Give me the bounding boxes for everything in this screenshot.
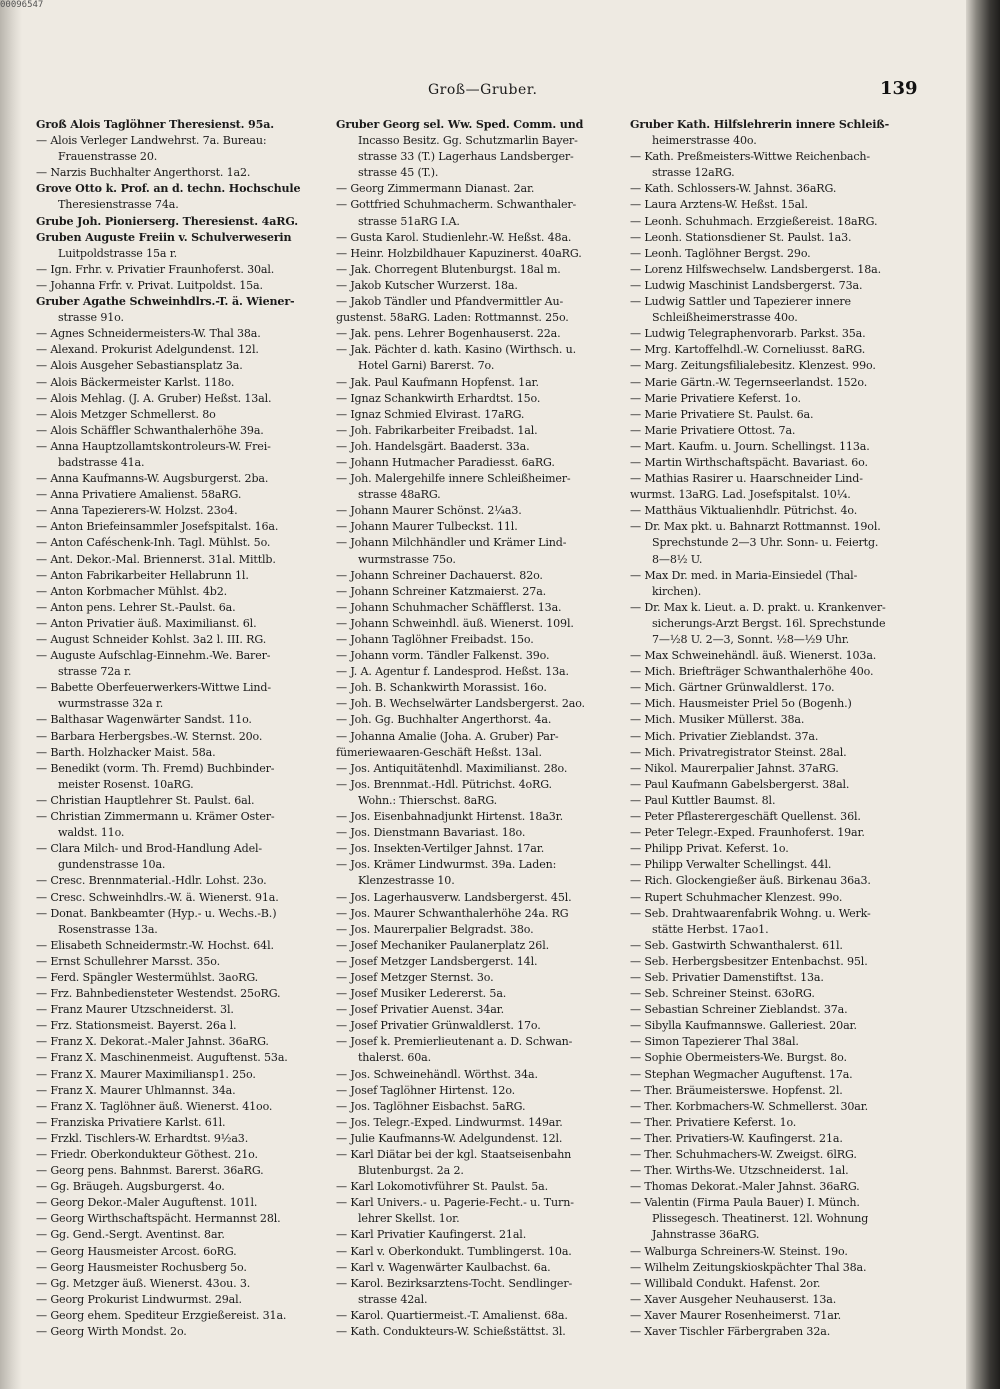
directory-entry: — Narzis Buchhalter Angerthorst. 1a2. (36, 166, 251, 180)
surname-entry: Gruber Georg sel. Ww. Sped. Comm. und (336, 118, 584, 131)
directory-entry: — Ther. Bräumeisterswe. Hopfenst. 2l. (630, 1083, 843, 1097)
directory-entry: — Johann Hutmacher Paradiesst. 6aRG. (336, 455, 555, 469)
directory-entry: — August Schneider Kohlst. 3a2 l. III. RG. (36, 633, 267, 646)
directory-entry: — Georg Zimmermann Dianast. 2ar. (336, 182, 535, 196)
entry-continuation: Sprechstunde 2—3 Uhr. Sonn- u. Feiertg. (652, 536, 879, 550)
directory-entry: — Laura Arztens-W. Heßst. 15al. (630, 198, 808, 212)
directory-entry: — Mrg. Kartoffelhdl.-W. Corneliusst. 8aRG. (630, 343, 866, 357)
directory-entry: — Georg Prokurist Lindwurmst. 29al. (36, 1292, 242, 1306)
directory-entry: — Ther. Korbmachers-W. Schmellerst. 30ar. (630, 1099, 869, 1113)
directory-entry: — Sebastian Schreiner Zieblandst. 37a. (630, 1003, 848, 1017)
directory-entry: — Johanna Amalie (Joha. A. Gruber) Par- (336, 729, 559, 743)
directory-entry: — Jakob Tändler und Pfandvermittler Au- (336, 295, 564, 309)
directory-entry: — Jak. Chorregent Blutenburgst. 18al m. (336, 262, 561, 276)
directory-entry: — Frzkl. Tischlers-W. Erhardtst. 9½a3. (36, 1131, 249, 1145)
directory-entry: — Elisabeth Schneidermstr.-W. Hochst. 64l. (36, 938, 274, 952)
directory-entry: — Ignaz Schankwirth Erhardtst. 15o. (336, 391, 541, 405)
directory-entry: — Gg. Bräugeh. Augsburgerst. 4o. (36, 1180, 225, 1194)
entry-continuation: Frauenstrasse 20. (58, 150, 158, 164)
directory-entry: — Seb. Gastwirth Schwanthalerst. 61l. (630, 938, 843, 952)
directory-entry: — Jos. Taglöhner Eisbachst. 5aRG. (336, 1099, 526, 1113)
directory-entry: — Gusta Karol. Studienlehr.-W. Heßst. 48a. (336, 230, 572, 244)
directory-entry: — Johann Schreiner Dachauerst. 82o. (336, 568, 543, 582)
entry-continuation: wurmstrasse 75o. (358, 552, 456, 566)
directory-entry: — Paul Kuttler Baumst. 8l. (630, 793, 776, 807)
directory-entry: — Ferd. Spängler Westermühlst. 3aoRG. (36, 970, 259, 984)
directory-entry: — Johann vorm. Tändler Falkenst. 39o. (336, 649, 550, 663)
directory-entry: — Xaver Ausgeher Neuhauserst. 13a. (630, 1292, 837, 1306)
directory-entry: — Jakob Kutscher Wurzerst. 18a. (336, 278, 518, 292)
directory-entry: — Kath. Schlossers-W. Jahnst. 36aRG. (630, 182, 837, 196)
directory-entry: — Matthäus Viktualienhdlr. Pütrichst. 4o. (630, 504, 858, 518)
directory-entry: — Mich. Hausmeister Priel 5o (Bogenh.) (630, 697, 852, 711)
directory-entry: — Anton Caféschenk-Inh. Tagl. Mühlst. 5o. (36, 536, 271, 550)
directory-entry: — Ludwig Telegraphenvorarb. Parkst. 35a. (630, 327, 866, 341)
directory-entry: — Seb. Herbergsbesitzer Entenbachst. 95l. (630, 954, 868, 968)
scan-stamp: 00096547 (0, 0, 44, 10)
directory-entry: — Walburga Schreiners-W. Steinst. 19o. (630, 1244, 848, 1258)
directory-entry: — Franz X. Maurer Uhlmannst. 34a. (36, 1083, 236, 1097)
directory-entry: — Marie Privatiere Ottost. 7a. (630, 423, 796, 437)
directory-entry: — Mich. Gärtner Grünwaldlerst. 17o. (630, 681, 835, 695)
directory-entry: — Ther. Wirths-We. Utzschneiderst. 1al. (630, 1164, 849, 1178)
entry-continuation: Klenzestrasse 10. (358, 874, 455, 888)
directory-entry: — Franz X. Maschinenmeist. Auguftenst. 53a. (36, 1051, 288, 1065)
directory-entry: wurmst. 13aRG. Lad. Josefspitalst. 10¼. (630, 488, 851, 502)
directory-entry: — Babette Oberfeuerwerkers-Wittwe Lind- (36, 681, 271, 695)
column-1 (36, 117, 334, 1340)
directory-entry: — Jos. Eisenbahnadjunkt Hirtenst. 18a3r. (336, 810, 563, 824)
directory-entry: — Heinr. Holzbildhauer Kapuzinerst. 40aRG. (336, 246, 582, 260)
directory-entry: — Karol. Bezirksarztens-Tocht. Sendlinger- (336, 1276, 573, 1290)
directory-entry: — Johann Taglöhner Freibadst. 15o. (336, 633, 534, 646)
directory-entry: — Christian Hauptlehrer St. Paulst. 6al. (36, 793, 255, 807)
directory-entry: — Anton Korbmacher Mühlst. 4b2. (36, 584, 228, 598)
directory-entry: — Frz. Stationsmeist. Bayerst. 26a l. (36, 1019, 237, 1033)
directory-entry: — J. A. Agentur f. Landesprod. Heßst. 13a. (336, 665, 569, 679)
entry-continuation: heimerstrasse 40o. (652, 134, 757, 148)
directory-entry: — Leonh. Taglöhner Bergst. 29o. (630, 246, 811, 260)
directory-entry: — Alois Schäffler Schwanthalerhöhe 39a. (36, 423, 264, 437)
directory-entry: — Kath. Condukteurs-W. Schießstättst. 3l. (336, 1325, 566, 1339)
entry-continuation: kirchen). (652, 584, 702, 598)
directory-entry: — Barth. Holzhacker Maist. 58a. (36, 745, 216, 759)
directory-entry: — Lorenz Hilfswechselw. Landsbergerst. 18a. (630, 262, 881, 276)
directory-entry: — Gg. Gend.-Sergt. Aventinst. 8ar. (36, 1228, 225, 1242)
directory-entry: — Martin Wirthschaftspächt. Bavariast. 6o. (630, 455, 868, 469)
page-number: 139 (880, 78, 918, 99)
directory-entry: — Christian Zimmermann u. Krämer Oster- (36, 810, 275, 824)
entry-continuation: Wohn.: Thierschst. 8aRG. (358, 793, 498, 807)
directory-entry: — Julie Kaufmanns-W. Adelgundenst. 12l. (336, 1131, 563, 1145)
directory-entry: — Rich. Glockengießer äuß. Birkenau 36a3. (630, 874, 871, 888)
directory-entry: — Karl v. Oberkondukt. Tumblingerst. 10a. (336, 1244, 572, 1258)
directory-entry: — Josef k. Premierlieutenant a. D. Schwan- (336, 1035, 573, 1049)
directory-entry: — Georg Hausmeister Arcost. 6oRG. (36, 1244, 237, 1258)
directory-entry: — Seb. Drahtwaarenfabrik Wohng. u. Werk- (630, 906, 871, 920)
directory-entry: — Georg Wirthschaftspächt. Hermannst 28l. (36, 1212, 281, 1226)
entry-continuation: Theresienstrasse 74a. (58, 198, 179, 212)
directory-entry: — Leonh. Stationsdiener St. Paulst. 1a3. (630, 230, 852, 244)
entry-continuation: Incasso Besitz. Gg. Schutzmarlin Bayer- (358, 134, 578, 148)
directory-entry: — Rupert Schuhmacher Klenzest. 99o. (630, 890, 843, 904)
directory-entry: — Joh. Fabrikarbeiter Freibadst. 1al. (336, 423, 538, 437)
directory-entry: — Ther. Schuhmachers-W. Zweigst. 6lRG. (630, 1148, 857, 1161)
directory-entry: — Anna Tapezierers-W. Holzst. 23o4. (36, 504, 238, 518)
directory-entry: — Alois Verleger Landwehrst. 7a. Bureau: (36, 134, 267, 148)
directory-entry: — Kath. Preßmeisters-Wittwe Reichenbach- (630, 150, 871, 164)
directory-entry: — Anna Privatiere Amalienst. 58aRG. (36, 488, 242, 502)
directory-entry: — Jak. Pächter d. kath. Kasino (Wirthsch. u. (336, 343, 577, 357)
entry-continuation: strasse 72a r. (58, 665, 132, 679)
entry-continuation: waldst. 11o. (58, 826, 125, 840)
directory-entry: — Jos. Krämer Lindwurmst. 39a. Laden: (336, 858, 557, 872)
directory-entry: — Ludwig Maschinist Landsbergerst. 73a. (630, 278, 863, 292)
directory-entry: — Jos. Brennmat.-Hdl. Pütrichst. 4oRG. (336, 777, 552, 791)
directory-entry: — Karol. Quartiermeist.-T. Amalienst. 68a. (336, 1308, 568, 1322)
directory-entry: — Anton Fabrikarbeiter Hellabrunn 1l. (36, 568, 249, 582)
directory-entry: — Clara Milch- und Brod-Handlung Adel- (36, 842, 262, 856)
directory-entry: — Valentin (Firma Paula Bauer) I. Münch. (630, 1196, 860, 1210)
directory-entry: — Karl Univers.- u. Pagerie-Fecht.- u. Turn- (336, 1196, 574, 1210)
directory-entry: — Paul Kaufmann Gabelsbergerst. 38al. (630, 777, 850, 791)
surname-entry: Groß Alois Taglöhner Theresienst. 95a. (36, 118, 274, 131)
entry-continuation: Schleißheimerstrasse 40o. (652, 311, 798, 325)
directory-entry: — Mathias Rasirer u. Haarschneider Lind- (630, 472, 863, 486)
entry-continuation: gundenstrasse 10a. (58, 858, 166, 872)
directory-entry: fümeriewaaren-Geschäft Heßst. 13al. (336, 745, 542, 759)
directory-entry: — Jos. Antiquitätenhdl. Maximilianst. 28o. (336, 761, 568, 775)
directory-entry: — Alois Ausgeher Sebastiansplatz 3a. (36, 359, 243, 373)
entry-continuation: 8—8½ U. (652, 552, 703, 566)
directory-entry: — Thomas Dekorat.-Maler Jahnst. 36aRG. (630, 1180, 860, 1194)
directory-entry: — Georg pens. Bahnmst. Barerst. 36aRG. (36, 1164, 264, 1178)
directory-entry: — Marie Gärtn.-W. Tegernseerlandst. 152o. (630, 375, 868, 389)
surname-entry: Gruber Kath. Hilfslehrerin innere Schleiß- (630, 118, 890, 131)
directory-entry: — Georg ehem. Spediteur Erzgießereist. 31a. (36, 1308, 287, 1322)
directory-entry: — Jos. Dienstmann Bavariast. 18o. (336, 826, 526, 840)
directory-entry: — Leonh. Schuhmach. Erzgießereist. 18aRG. (630, 214, 878, 228)
directory-entry: — Anton pens. Lehrer St.-Paulst. 6a. (36, 600, 236, 614)
directory-entry: — Joh. Gg. Buchhalter Angerthorst. 4a. (336, 713, 552, 727)
directory-entry: — Josef Metzger Landsbergerst. 14l. (336, 954, 538, 968)
directory-entry: — Philipp Privat. Keferst. 1o. (630, 842, 789, 856)
entry-continuation: Rosenstrasse 13a. (58, 922, 158, 936)
directory-entry: — Josef Metzger Sternst. 3o. (336, 970, 494, 984)
directory-entry: — Franziska Privatiere Karlst. 61l. (36, 1115, 226, 1129)
directory-entry: — Gottfried Schuhmacherm. Schwanthaler- (336, 198, 577, 212)
entry-continuation: sicherungs-Arzt Bergst. 16l. Sprechstunde (652, 616, 886, 630)
directory-entry: — Alois Bäckermeister Karlst. 118o. (36, 375, 235, 389)
entry-continuation: lehrer Skellst. 1or. (358, 1212, 460, 1226)
directory-entry: — Peter Pflasterergeschäft Quellenst. 36l. (630, 810, 861, 824)
directory-entry: — Ant. Dekor.-Mal. Briennerst. 31al. Mittlb. (36, 552, 276, 566)
directory-entry: — Franz X. Maurer Maximiliansp1. 25o. (36, 1067, 256, 1081)
directory-entry: — Mich. Musiker Müllerst. 38a. (630, 713, 805, 727)
directory-entry: — Frz. Bahnbediensteter Westendst. 25oRG. (36, 987, 281, 1001)
entry-continuation: strasse 33 (T.) Lagerhaus Landsberger- (358, 150, 574, 164)
directory-entry: — Wilhelm Zeitungskioskpächter Thal 38a. (630, 1260, 867, 1274)
entry-continuation: meister Rosenst. 10aRG. (58, 777, 194, 791)
directory-entry: — Alois Mehlag. (J. A. Gruber) Heßst. 13al. (36, 391, 272, 405)
directory-entry: — Ther. Privatiere Keferst. 1o. (630, 1115, 797, 1129)
directory-entry: — Willibald Condukt. Hafenst. 2or. (630, 1276, 821, 1290)
directory-entry: — Jos. Lagerhausverw. Landsbergerst. 45l. (336, 890, 572, 904)
entry-continuation: strasse 45 (T.). (358, 166, 439, 180)
surname-entry: Grube Joh. Pionierserg. Theresienst. 4aRG. (36, 214, 298, 228)
directory-entry: — Ign. Frhr. v. Privatier Fraunhoferst. 30al. (36, 262, 275, 276)
directory-entry: — Joh. B. Wechselwärter Landsbergerst. 2ao. (336, 697, 585, 711)
entry-continuation: Blutenburgst. 2a 2. (358, 1164, 464, 1178)
directory-entry: — Karl Privatier Kaufingerst. 21al. (336, 1228, 527, 1242)
directory-entry: — Josef Taglöhner Hirtenst. 12o. (336, 1083, 516, 1097)
directory-entry: — Georg Hausmeister Rochusberg 5o. (36, 1260, 247, 1274)
directory-entry: — Josef Mechaniker Paulanerplatz 26l. (336, 938, 549, 952)
directory-entry: — Donat. Bankbeamter (Hyp.- u. Wechs.-B.) (36, 906, 277, 920)
directory-entry: — Karl v. Wagenwärter Kaulbachst. 6a. (336, 1260, 551, 1274)
directory-entry: — Johann Maurer Tulbeckst. 11l. (336, 520, 518, 534)
directory-entry: — Josef Privatier Grünwaldlerst. 17o. (336, 1019, 541, 1033)
directory-entry: — Alexand. Prokurist Adelgundenst. 12l. (36, 343, 259, 357)
book-edge-shadow (966, 0, 1000, 1389)
entry-continuation: wurmstrasse 32a r. (58, 697, 164, 711)
directory-entry: — Josef Musiker Ledererst. 5a. (336, 987, 507, 1001)
directory-entry: — Sophie Obermeisters-We. Burgst. 8o. (630, 1051, 847, 1065)
directory-entry: — Stephan Wegmacher Auguftenst. 17a. (630, 1067, 853, 1081)
directory-entry: — Johann Maurer Schönst. 2¼a3. (336, 504, 522, 518)
entry-continuation: Plissegesch. Theatinerst. 12l. Wohnung (652, 1212, 869, 1226)
directory-entry: — Marie Privatiere Keferst. 1o. (630, 391, 801, 405)
directory-entry: — Anna Hauptzollamtskontroleurs-W. Frei- (36, 439, 271, 453)
directory-entry: — Mich. Privatregistrator Steinst. 28al. (630, 745, 847, 759)
directory-entry: — Auguste Aufschlag-Einnehm.-We. Barer- (36, 649, 271, 663)
directory-entry: — Jak. Paul Kaufmann Hopfenst. 1ar. (336, 375, 539, 389)
entry-continuation: strasse 12aRG. (652, 166, 735, 180)
directory-entry: — Agnes Schneidermeisters-W. Thal 38a. (36, 327, 261, 341)
entry-continuation: strasse 48aRG. (358, 488, 441, 502)
directory-entry: — Joh. Handelsgärt. Baaderst. 33a. (336, 439, 530, 453)
entry-continuation: strasse 91o. (58, 311, 124, 325)
directory-entry: — Simon Tapezierer Thal 38al. (630, 1035, 799, 1049)
directory-entry: — Philipp Verwalter Schellingst. 44l. (630, 858, 832, 872)
entry-continuation: Hotel Garni) Barerst. 7o. (358, 359, 495, 373)
entry-continuation: stätte Herbst. 17ao1. (652, 922, 769, 936)
directory-entry: — Mich. Briefträger Schwanthalerhöhe 40o. (630, 665, 874, 679)
directory-entry: — Cresc. Schweinhdlrs.-W. ä. Wienerst. 91a. (36, 890, 279, 904)
directory-entry: — Anton Briefeinsammler Josefspitalst. 16a. (36, 520, 279, 534)
directory-entry: — Mart. Kaufm. u. Journ. Schellingst. 113a. (630, 439, 870, 453)
directory-entry: — Cresc. Brennmaterial.-Hdlr. Lohst. 23o. (36, 874, 267, 888)
directory-entry: — Franz X. Dekorat.-Maler Jahnst. 36aRG. (36, 1035, 269, 1049)
directory-entry: — Ignaz Schmied Elvirast. 17aRG. (336, 407, 525, 421)
directory-entry: — Max Schweinehändl. äuß. Wienerst. 103a. (630, 649, 877, 663)
directory-entry: — Peter Telegr.-Exped. Fraunhoferst. 19ar. (630, 826, 865, 840)
directory-entry: — Jos. Insekten-Vertilger Jahnst. 17ar. (336, 842, 545, 856)
directory-entry: — Xaver Tischler Färbergraben 32a. (630, 1325, 831, 1339)
entry-continuation: Jahnstrasse 36aRG. (652, 1228, 760, 1242)
directory-entry: — Karl Lokomotivführer St. Paulst. 5a. (336, 1180, 548, 1194)
directory-entry: — Anna Kaufmanns-W. Augsburgerst. 2ba. (36, 472, 269, 486)
directory-entry: — Dr. Max k. Lieut. a. D. prakt. u. Krankenver- (630, 600, 886, 614)
directory-entry: — Seb. Privatier Damenstiftst. 13a. (630, 970, 824, 984)
page-gutter-shadow (0, 0, 22, 1389)
surname-entry: Grove Otto k. Prof. an d. techn. Hochschule (36, 182, 301, 196)
directory-entry: — Barbara Herbergsbes.-W. Sternst. 20o. (36, 729, 263, 743)
column-2 (336, 117, 628, 1340)
directory-entry: — Sibylla Kaufmannswe. Galleriest. 20ar. (630, 1019, 857, 1033)
running-head: Groß—Gruber. (428, 82, 538, 98)
directory-entry: — Jos. Maurer Schwanthalerhöhe 24a. RG (336, 906, 569, 920)
directory-entry: — Jos. Schweinehändl. Wörthst. 34a. (336, 1067, 538, 1081)
directory-entry: — Gg. Metzger äuß. Wienerst. 43ou. 3. (36, 1276, 251, 1290)
directory-entry: — Ther. Privatiers-W. Kaufingerst. 21a. (630, 1131, 843, 1145)
directory-entry: — Ludwig Sattler und Tapezierer innere (630, 295, 851, 309)
entry-continuation: strasse 42al. (358, 1292, 428, 1306)
directory-entry: — Balthasar Wagenwärter Sandst. 11o. (36, 713, 252, 727)
surname-entry: Gruber Agathe Schweinhdlrs.-T. ä. Wiener- (36, 295, 295, 309)
directory-entry: — Max Dr. med. in Maria-Einsiedel (Thal- (630, 568, 858, 582)
directory-entry: — Seb. Schreiner Steinst. 63oRG. (630, 987, 815, 1001)
directory-entry: — Georg Wirth Mondst. 2o. (36, 1325, 187, 1339)
directory-entry: — Jos. Telegr.-Exped. Lindwurmst. 149ar. (336, 1115, 563, 1129)
directory-entry: — Karl Diätar bei der kgl. Staatseisenbahn (336, 1148, 572, 1161)
directory-entry: — Jos. Maurerpalier Belgradst. 38o. (336, 922, 534, 936)
directory-entry: — Johann Schreiner Katzmaierst. 27a. (336, 584, 547, 598)
directory-entry: — Friedr. Oberkondukteur Göthest. 21o. (36, 1148, 258, 1161)
directory-entry: — Franz X. Taglöhner äuß. Wienerst. 41oo. (36, 1099, 273, 1113)
entry-continuation: 7—½8 U. 2—3, Sonnt. ½8—½9 Uhr. (652, 633, 850, 646)
directory-entry: — Franz Maurer Utzschneiderst. 3l. (36, 1003, 234, 1017)
directory-entry: — Nikol. Maurerpalier Jahnst. 37aRG. (630, 761, 839, 775)
directory-entry: — Alois Metzger Schmellerst. 8o (36, 407, 216, 421)
entry-continuation: thalerst. 60a. (358, 1051, 431, 1065)
directory-entry: — Anton Privatier äuß. Maximilianst. 6l. (36, 616, 257, 630)
column-3 (630, 117, 920, 1340)
directory-entry: — Ernst Schullehrer Marsst. 35o. (36, 954, 220, 968)
directory-entry: gustenst. 58aRG. Laden: Rottmannst. 25o. (336, 311, 569, 325)
entry-continuation: badstrasse 41a. (58, 455, 145, 469)
entry-continuation: strasse 51aRG I.A. (358, 214, 460, 228)
directory-entry: — Josef Privatier Auenst. 34ar. (336, 1003, 504, 1017)
directory-entry: — Benedikt (vorm. Th. Fremd) Buchbinder- (36, 761, 275, 775)
directory-entry: — Jak. pens. Lehrer Bogenhauserst. 22a. (336, 327, 561, 341)
entry-continuation: Luitpoldstrasse 15a r. (58, 246, 178, 260)
directory-entry: — Johann Schuhmacher Schäfflerst. 13a. (336, 600, 562, 614)
directory-entry: — Marg. Zeitungsfilialebesitz. Klenzest. 99o. (630, 359, 876, 373)
directory-entry: — Dr. Max pkt. u. Bahnarzt Rottmannst. 19ol. (630, 520, 881, 534)
directory-entry: — Joh. Malergehilfe innere Schleißheimer- (336, 472, 571, 486)
directory-entry: — Georg Dekor.-Maler Auguftenst. 101l. (36, 1196, 258, 1210)
directory-entry: — Mich. Privatier Zieblandst. 37a. (630, 729, 819, 743)
directory-entry: — Xaver Maurer Rosenheimerst. 71ar. (630, 1308, 841, 1322)
directory-entry: — Joh. B. Schankwirth Morassist. 16o. (336, 681, 547, 695)
surname-entry: Gruben Auguste Freiin v. Schulverweserin (36, 230, 292, 244)
directory-entry: — Johanna Frfr. v. Privat. Luitpoldst. 15a. (36, 278, 263, 292)
directory-entry: — Johann Schweinhdl. äuß. Wienerst. 109l. (336, 616, 574, 630)
directory-entry: — Johann Milchhändler und Krämer Lind- (336, 536, 567, 550)
directory-entry: — Marie Privatiere St. Paulst. 6a. (630, 407, 814, 421)
